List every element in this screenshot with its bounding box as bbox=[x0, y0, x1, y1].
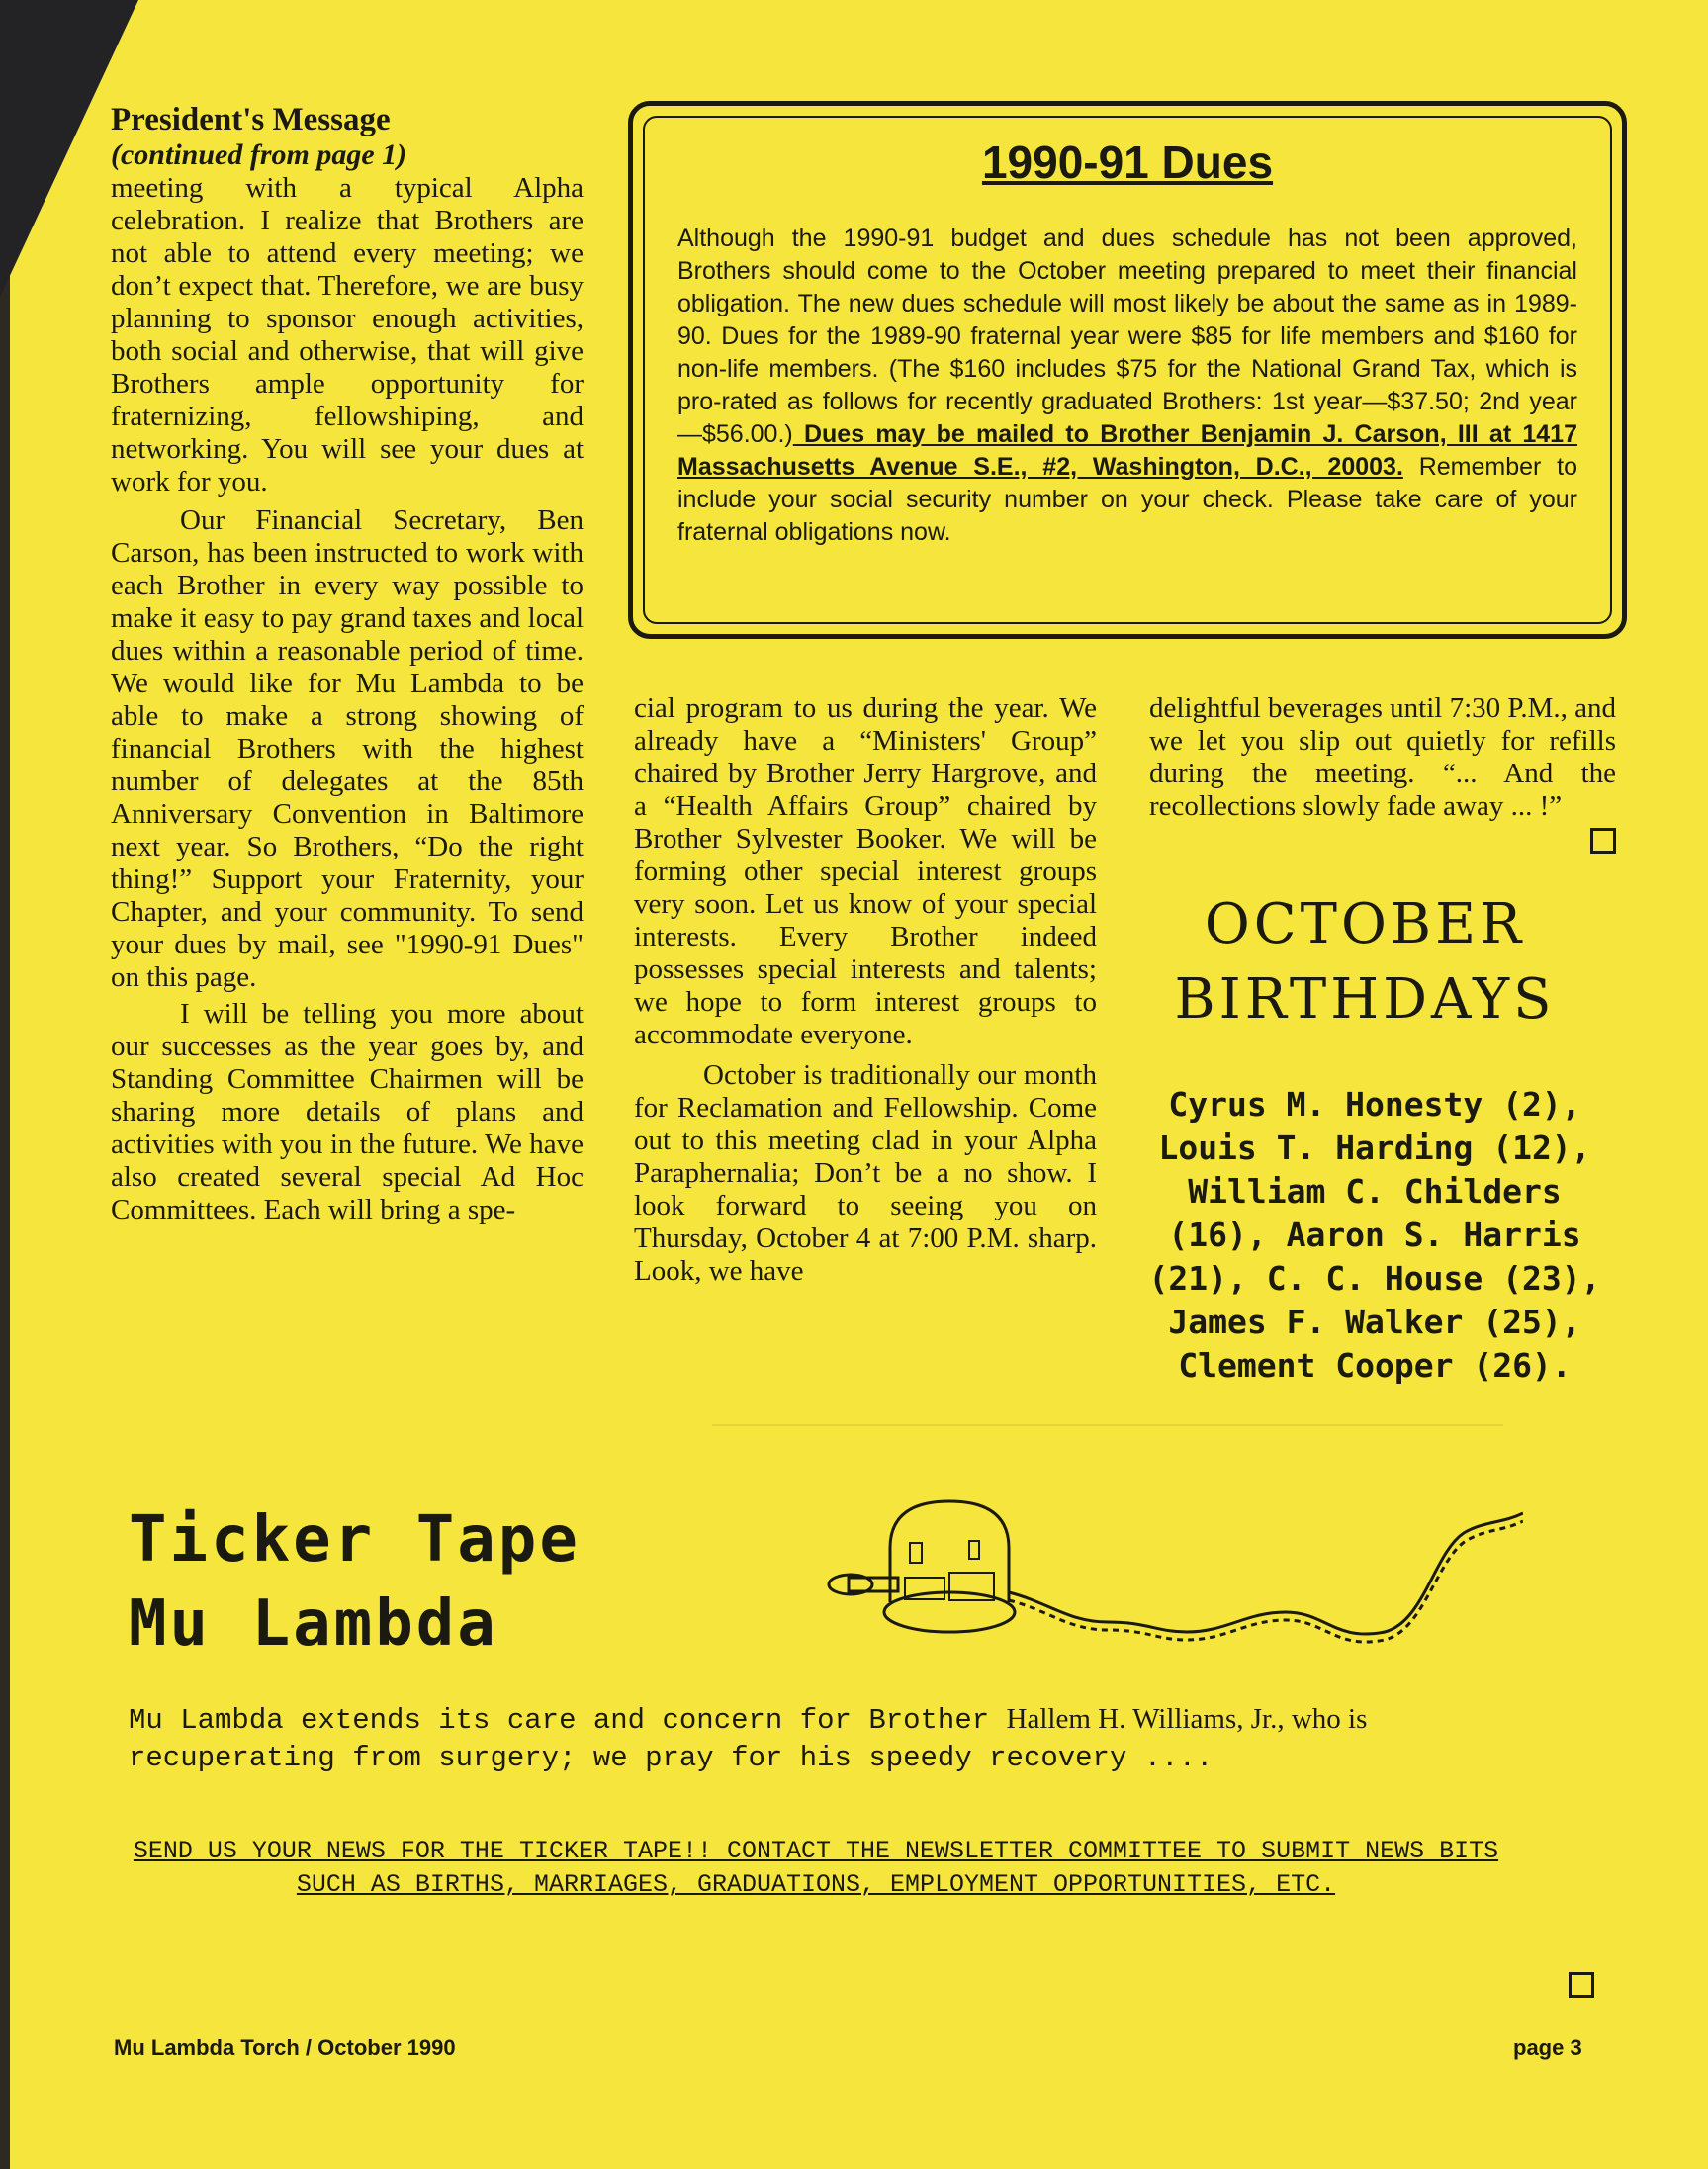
president-column-2 bbox=[634, 692, 1097, 1288]
get-well-part2: recuperating from surgery; we pray for his speedy recovery .... bbox=[129, 1742, 1214, 1774]
get-well-part1: Mu Lambda extends its care and concern for Brother bbox=[129, 1704, 1007, 1737]
news-call-to-action: SEND US YOUR NEWS FOR THE TICKER TAPE!! CONTACT THE NEWSLETTER COMMITTEE TO SUBMIT NEWS BITS SUCH AS BIRTHS, MARRIAGES, GRADUATIONS, EMPLOYMENT OPPORTUNITIES, ETC. bbox=[133, 1837, 1499, 1899]
continued-note: (continued from page 1) bbox=[111, 138, 407, 171]
birthdays-list: Cyrus M. Honesty (2), Louis T. Harding (12), William C. Childers (16), Aaron S. Harris (21), C. C. House (23), James F. Walker (25), Clement Cooper (26). bbox=[1148, 1085, 1601, 1385]
end-mark-square-bottom bbox=[1569, 1972, 1594, 1998]
president-paragraph-5: October is traditionally our month for Reclamation and Fellowship. Come out to this meeting clad in your Alpha Paraphernalia; Don’t be a no show. I look forward to seeing you on Thursday, October 4 at 7:00 P.M. sharp. Look, we have bbox=[634, 1059, 1097, 1287]
president-column-1 bbox=[111, 101, 584, 1226]
president-paragraph-4: cial program to us during the year. We already have a “Ministers' Group” chaired by Brother Jerry Hargrove, and a “Health Affairs Group” chaired by Brother Sylvester Booker. We will be forming other special interest groups very soon. Let us know of your special interests. Every Brother indeed possesses special interests and talents; we hope to form interest groups to accommodate everyone. bbox=[634, 692, 1097, 1050]
end-mark-square bbox=[1590, 828, 1616, 854]
president-title: President's Message bbox=[111, 102, 391, 137]
dues-box bbox=[628, 101, 1627, 639]
show-through-bleed bbox=[712, 1424, 1503, 1460]
ticker-machine-illustration bbox=[811, 1484, 1523, 1662]
dues-title: 1990-91 Dues bbox=[981, 136, 1274, 188]
footer-publication: Mu Lambda Torch / October 1990 bbox=[114, 2035, 456, 2060]
dues-text bbox=[677, 223, 1577, 549]
dues-body: Although the 1990-91 budget and dues schedule has not been approved, Brothers should come to the October meeting prepared to meet their financial obligation. The new dues schedule will most likely be about the same as in 1989-90. Dues for the 1989-90 fraternal year were $85 for life members and $160 for non-life members. (The $160 includes $75 for the National Grand Tax, which is pro-rated as follows for recently graduated Brothers: 1st year—$37.50; 2nd year—$56.00.) bbox=[677, 225, 1577, 448]
president-column-3 bbox=[1149, 692, 1616, 823]
get-well-name: Hallem H. Williams, Jr., who is bbox=[1006, 1703, 1368, 1735]
get-well-message bbox=[129, 1701, 1513, 1776]
ticker-title-line1: Ticker Tape bbox=[129, 1503, 581, 1577]
birthdays-title-line2: BIRTHDAYS bbox=[1174, 967, 1556, 1032]
dues-mail-address: Dues may be mailed to Brother Benjamin J. Carson, III at 1417 Massachusetts Avenue S.E., #2, Washington, D.C., 20003. bbox=[677, 420, 1577, 481]
president-paragraph-6: delightful beverages until 7:30 P.M., and we let you slip out quietly for refills during the meeting. “... And the recollections slowly fade away ... !” bbox=[1149, 692, 1616, 822]
footer-page-number: page 3 bbox=[1513, 2035, 1582, 2060]
page-edge-shadow bbox=[0, 0, 10, 2169]
dues-closing: Remember to include your social security number on your check. Please take care of your fraternal obligations now. bbox=[677, 453, 1577, 546]
birthdays-title-line1: OCTOBER bbox=[1204, 892, 1526, 956]
president-paragraph-1: meeting with a typical Alpha celebration. I realize that Brothers are not able to attend every meeting; we don’t expect that. Therefore, we are busy planning to sponsor enough activities, both social and otherwise, that will give Brothers ample opportunity for fraternizing, fellowshiping, and networking. You will see your dues at work for you. bbox=[111, 172, 584, 497]
president-paragraph-3: I will be telling you more about our successes as the year goes by, and Standing Committee Chairmen will be sharing more details of plans and activities with you in the future. We have also created several special Ad Hoc Committees. Each will bring a spe- bbox=[111, 998, 584, 1225]
ticker-title-line2: Mu Lambda bbox=[129, 1587, 498, 1661]
president-paragraph-2: Our Financial Secretary, Ben Carson, has been instructed to work with each Brother in every way possible to make it easy to pay grand taxes and local dues within a reasonable period of time. We would like for Mu Lambda to be able to make a strong showing of financial Brothers with the highest number of delegates at the 85th Anniversary Convention in Baltimore next year. So Brothers, “Do the right thing!” Support your Fraternity, your Chapter, and your community. To send your dues by mail, see "1990-91 Dues" on this page. bbox=[111, 504, 584, 993]
